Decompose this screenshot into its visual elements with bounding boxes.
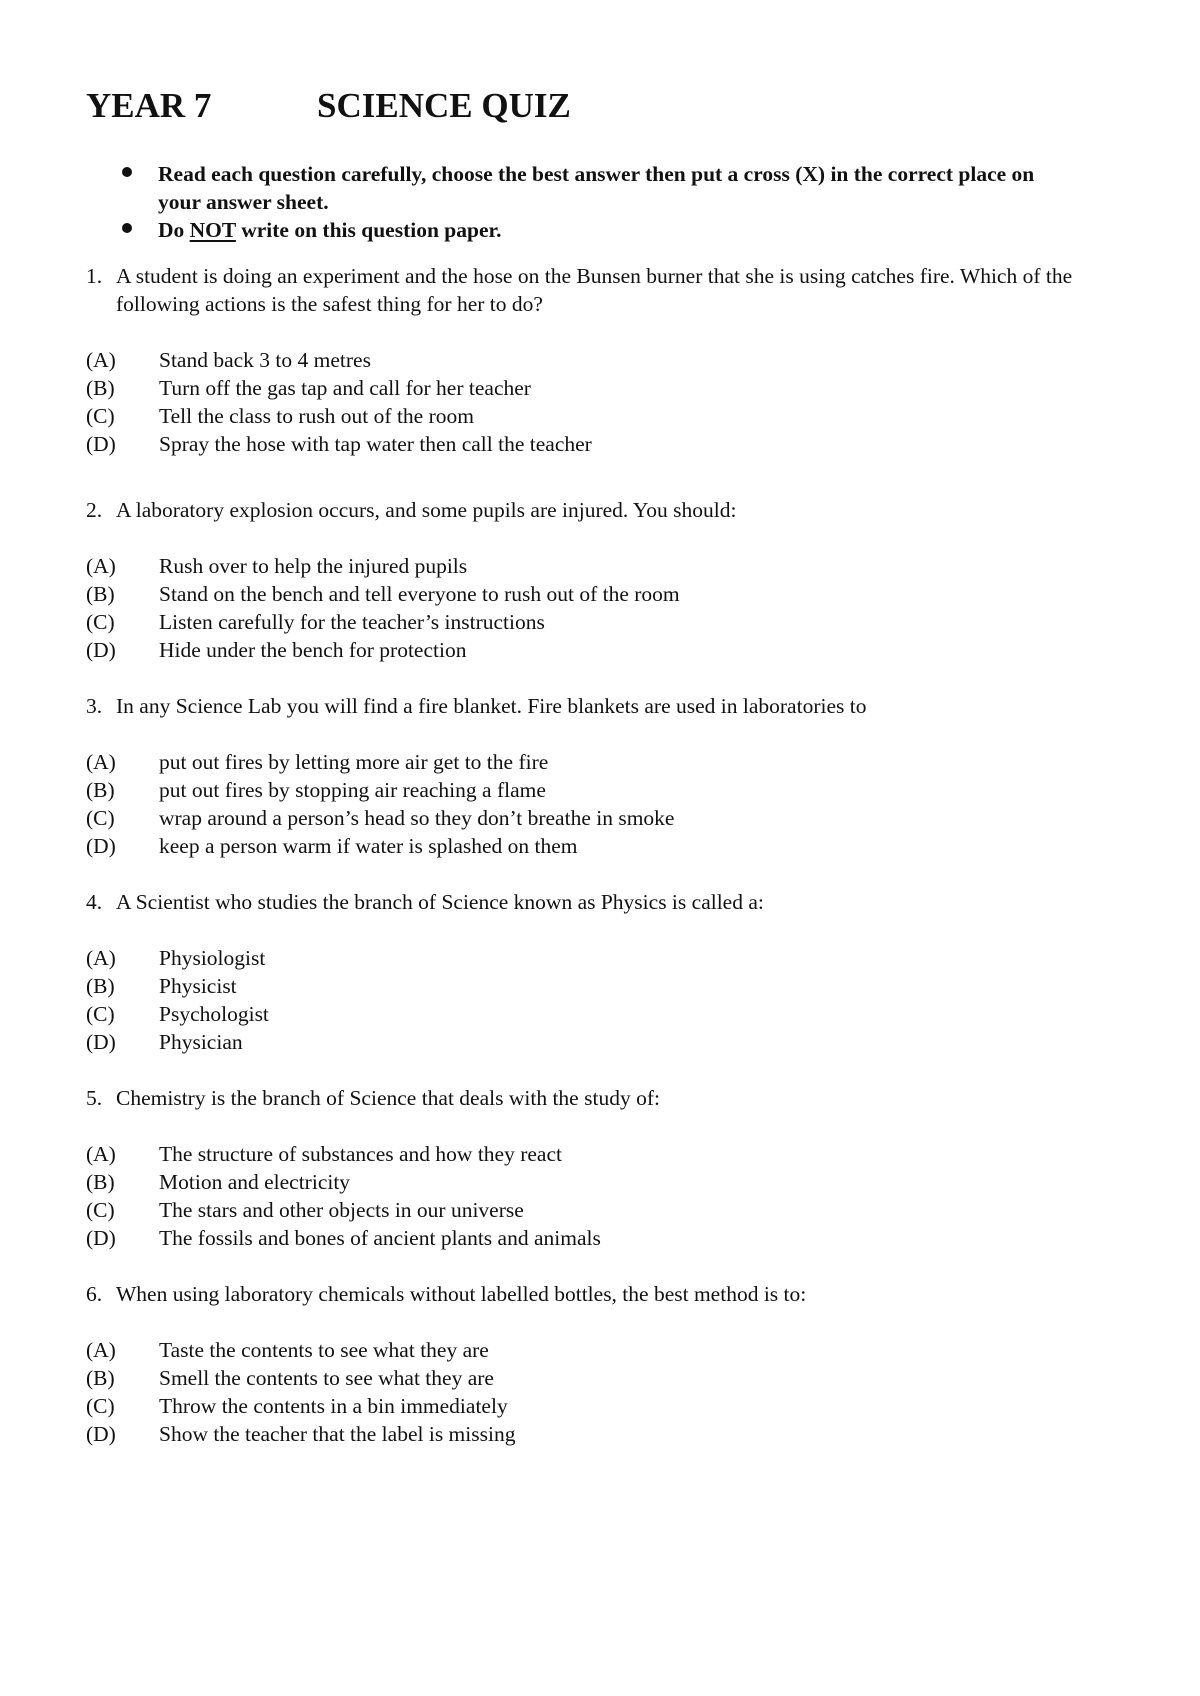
instructions-list <box>122 160 1082 244</box>
option-text: The fossils and bones of ancient plants and animals <box>159 1226 601 1250</box>
instruction-text-pre: Do <box>158 218 190 242</box>
option-letter: (D) <box>86 1030 116 1054</box>
question-number: 3. <box>86 694 103 718</box>
option-a <box>86 944 1096 972</box>
question-3 <box>86 692 1096 860</box>
option-letter: (A) <box>86 1338 116 1362</box>
options-list <box>86 1140 1096 1252</box>
instruction-text: Read each question carefully, choose the best answer then put a cross (X) in the correct place on your answer sheet. <box>158 162 1035 214</box>
option-text: Motion and electricity <box>159 1170 351 1194</box>
option-letter: (A) <box>86 750 116 774</box>
option-text: put out fires by stopping air reaching a flame <box>159 778 546 802</box>
question-stem <box>86 888 1096 916</box>
page-title <box>86 86 986 130</box>
bullet-icon <box>122 167 132 177</box>
option-text: Turn off the gas tap and call for her teacher <box>159 376 531 400</box>
options-list <box>86 1336 1096 1448</box>
option-c <box>86 804 1096 832</box>
bullet-icon <box>122 223 132 233</box>
option-letter: (D) <box>86 1226 116 1250</box>
question-6 <box>86 1280 1096 1448</box>
option-c <box>86 1196 1096 1224</box>
option-text: Physicist <box>159 974 237 998</box>
options-list <box>86 944 1096 1056</box>
option-b <box>86 776 1096 804</box>
question-text: When using laboratory chemicals without labelled bottles, the best method is to: <box>116 1282 807 1306</box>
question-1 <box>86 262 1096 458</box>
question-stem <box>86 692 1096 720</box>
option-letter: (B) <box>86 974 115 998</box>
option-text: Tell the class to rush out of the room <box>159 404 474 428</box>
instruction-emphasis: NOT <box>189 218 236 242</box>
option-b <box>86 580 1096 608</box>
option-text: Spray the hose with tap water then call the teacher <box>159 432 592 456</box>
option-text: Taste the contents to see what they are <box>159 1338 489 1362</box>
option-letter: (D) <box>86 1422 116 1446</box>
instruction-item <box>122 160 1082 216</box>
option-letter: (D) <box>86 432 116 456</box>
option-letter: (C) <box>86 1002 115 1026</box>
question-number: 1. <box>86 264 103 288</box>
question-number: 2. <box>86 498 103 522</box>
option-b <box>86 1168 1096 1196</box>
option-text: Stand on the bench and tell everyone to rush out of the room <box>159 582 680 606</box>
question-stem <box>86 496 1096 524</box>
question-number: 5. <box>86 1086 103 1110</box>
question-text: Chemistry is the branch of Science that deals with the study of: <box>116 1086 660 1110</box>
instruction-item <box>122 216 1082 244</box>
question-stem <box>86 1280 1096 1308</box>
options-list <box>86 552 1096 664</box>
options-list <box>86 346 1096 458</box>
option-a <box>86 1140 1096 1168</box>
question-text: A laboratory explosion occurs, and some pupils are injured. You should: <box>116 498 737 522</box>
option-c <box>86 1000 1096 1028</box>
option-letter: (A) <box>86 554 116 578</box>
option-text: Physician <box>159 1030 243 1054</box>
option-letter: (A) <box>86 1142 116 1166</box>
option-text: wrap around a person’s head so they don’t breathe in smoke <box>159 806 675 830</box>
question-5 <box>86 1084 1096 1252</box>
option-letter: (D) <box>86 834 116 858</box>
option-letter: (C) <box>86 610 115 634</box>
question-stem <box>86 1084 1096 1112</box>
instruction-text-post: write on this question paper. <box>235 218 502 242</box>
option-a <box>86 552 1096 580</box>
option-b <box>86 1364 1096 1392</box>
option-d <box>86 1028 1096 1056</box>
option-c <box>86 402 1096 430</box>
option-letter: (B) <box>86 1366 115 1390</box>
question-number: 6. <box>86 1282 103 1306</box>
option-letter: (C) <box>86 806 115 830</box>
option-text: Psychologist <box>159 1002 269 1026</box>
question-number: 4. <box>86 890 103 914</box>
option-letter: (C) <box>86 404 115 428</box>
option-letter: (A) <box>86 946 116 970</box>
question-stem <box>86 262 1096 318</box>
option-d <box>86 1420 1096 1448</box>
title-subject: SCIENCE QUIZ <box>317 86 571 125</box>
option-text: The structure of substances and how they react <box>159 1142 562 1166</box>
option-letter: (D) <box>86 638 116 662</box>
option-letter: (A) <box>86 348 116 372</box>
option-letter: (B) <box>86 1170 115 1194</box>
option-text: The stars and other objects in our universe <box>159 1198 524 1222</box>
option-text: Smell the contents to see what they are <box>159 1366 494 1390</box>
option-c <box>86 608 1096 636</box>
option-c <box>86 1392 1096 1420</box>
question-text: In any Science Lab you will find a fire blanket. Fire blankets are used in laboratories to <box>116 694 867 718</box>
option-d <box>86 430 1096 458</box>
question-text: A Scientist who studies the branch of Science known as Physics is called a: <box>116 890 764 914</box>
option-text: keep a person warm if water is splashed on them <box>159 834 578 858</box>
question-2 <box>86 496 1096 664</box>
option-text: Physiologist <box>159 946 266 970</box>
option-text: Throw the contents in a bin immediately <box>159 1394 508 1418</box>
option-letter: (B) <box>86 376 115 400</box>
option-d <box>86 636 1096 664</box>
option-text: Listen carefully for the teacher’s instructions <box>159 610 545 634</box>
option-d <box>86 832 1096 860</box>
question-text: A student is doing an experiment and the hose on the Bunsen burner that she is using catches fire. Which of the following actions is the safest thing for her to do? <box>116 264 1073 316</box>
option-letter: (C) <box>86 1394 115 1418</box>
option-text: Hide under the bench for protection <box>159 638 467 662</box>
option-letter: (C) <box>86 1198 115 1222</box>
option-d <box>86 1224 1096 1252</box>
option-a <box>86 1336 1096 1364</box>
option-b <box>86 972 1096 1000</box>
option-letter: (B) <box>86 582 115 606</box>
question-4 <box>86 888 1096 1056</box>
option-letter: (B) <box>86 778 115 802</box>
option-b <box>86 374 1096 402</box>
options-list <box>86 748 1096 860</box>
title-year: YEAR 7 <box>86 86 212 125</box>
option-a <box>86 346 1096 374</box>
option-text: Rush over to help the injured pupils <box>159 554 468 578</box>
option-text: Show the teacher that the label is missing <box>159 1422 516 1446</box>
option-a <box>86 748 1096 776</box>
option-text: Stand back 3 to 4 metres <box>159 348 371 372</box>
option-text: put out fires by letting more air get to the fire <box>159 750 549 774</box>
